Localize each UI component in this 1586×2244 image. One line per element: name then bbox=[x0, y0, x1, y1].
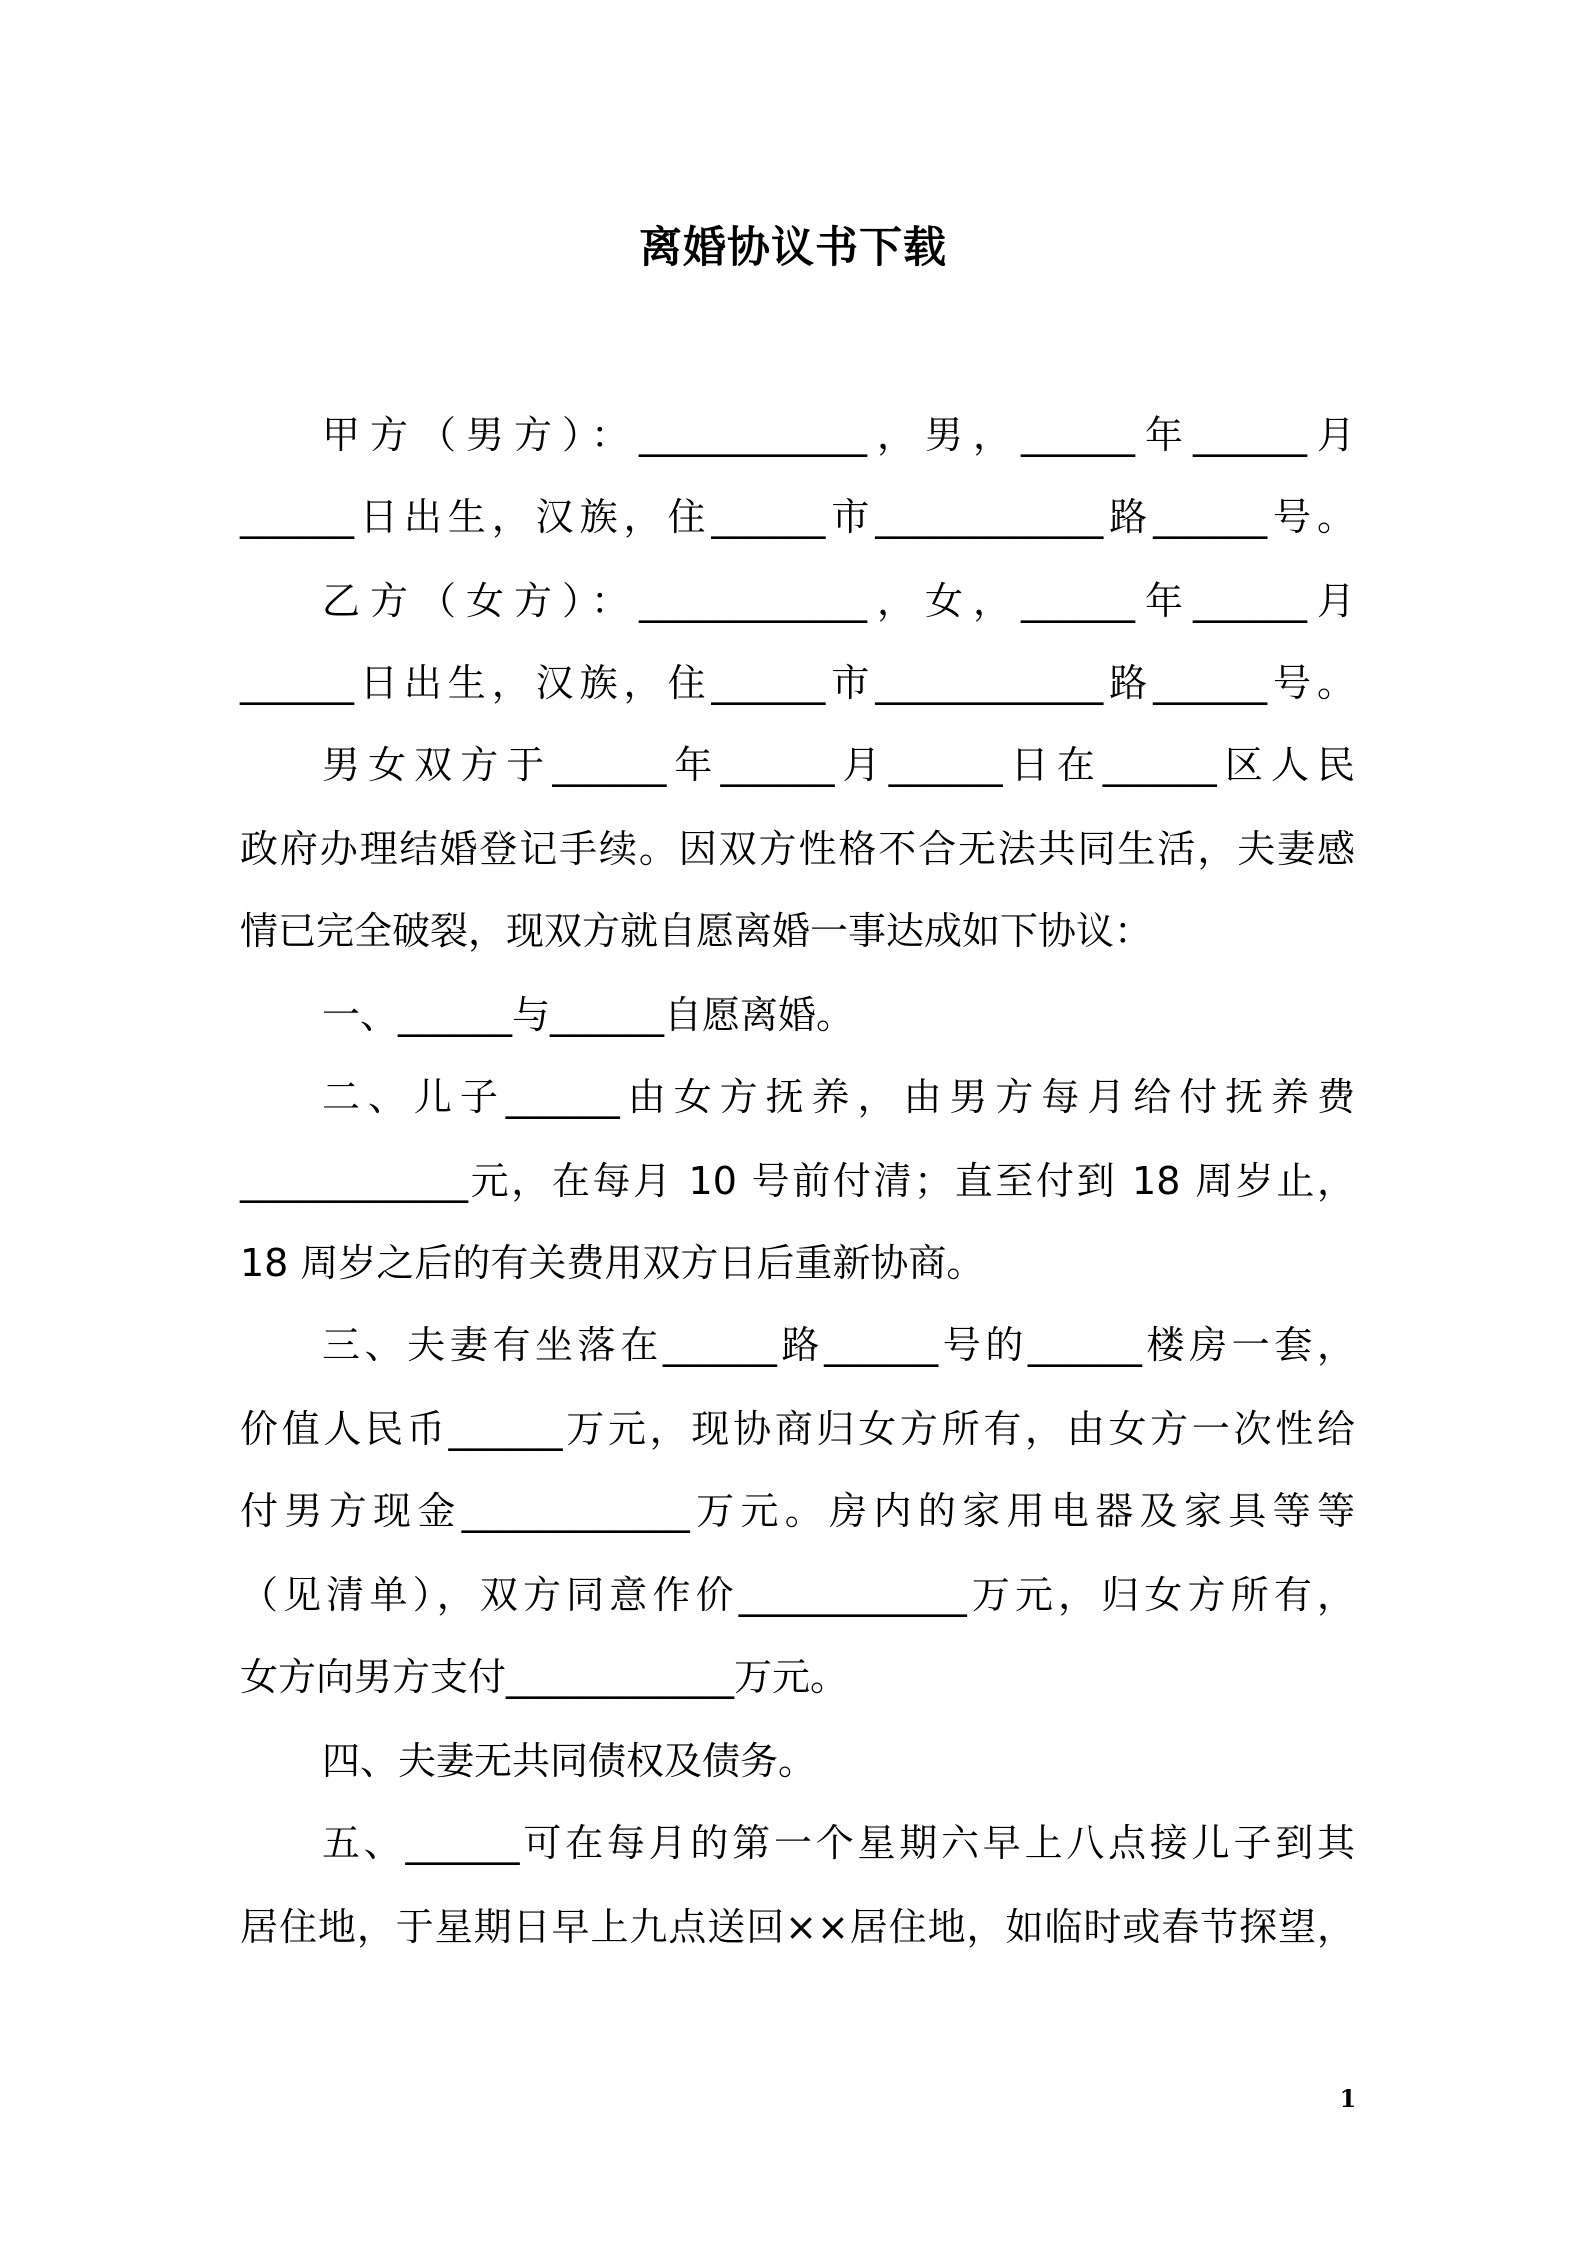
paragraph-line: ____________元，在每月 10 号前付清；直至付到 18 周岁止， bbox=[240, 1159, 1355, 1203]
document-title: 离婚协议书下载 bbox=[639, 223, 947, 273]
paragraph-line: 付男方现金____________万元。房内的家用电器及家具等等 bbox=[240, 1489, 1355, 1533]
paragraph-line: 女方向男方支付____________万元。 bbox=[240, 1655, 849, 1699]
paragraph-line: 18 周岁之后的有关费用双方日后重新协商。 bbox=[240, 1241, 985, 1285]
paragraph-line: 二、儿子______由女方抚养，由男方每月给付抚养费 bbox=[322, 1075, 1355, 1119]
paragraph-line: 三、夫妻有坐落在______路______号的______楼房一套， bbox=[322, 1323, 1355, 1367]
paragraph-line: 情已完全破裂，现双方就自愿离婚一事达成如下协议： bbox=[240, 909, 1153, 953]
paragraph-line: ______日出生，汉族，住______市____________路______号。 bbox=[240, 661, 1355, 705]
paragraph-line: 男女双方于______年______月______日在______区人民 bbox=[322, 743, 1355, 787]
paragraph-line: 甲方（男方）：____________，男，______年______月 bbox=[322, 413, 1355, 457]
page-number: 1 bbox=[1339, 2084, 1357, 2113]
paragraph-line: 乙方（女方）：____________，女，______年______月 bbox=[322, 579, 1355, 623]
paragraph-line: 四、夫妻无共同债权及债务。 bbox=[322, 1739, 817, 1783]
paragraph-line: （见清单），双方同意作价____________万元，归女方所有， bbox=[240, 1573, 1355, 1617]
paragraph-line: ______日出生，汉族，住______市____________路______号。 bbox=[240, 495, 1355, 539]
paragraph-line: 居住地，于星期日早上九点送回××居住地，如临时或春节探望， bbox=[240, 1905, 1355, 1949]
paragraph-line: 政府办理结婚登记手续。因双方性格不合无法共同生活，夫妻感 bbox=[240, 827, 1355, 871]
paragraph-line: 五、______可在每月的第一个星期六早上八点接儿子到其 bbox=[322, 1821, 1355, 1865]
paragraph-line: 一、______与______自愿离婚。 bbox=[322, 993, 855, 1037]
paragraph-line: 价值人民币______万元，现协商归女方所有，由女方一次性给 bbox=[240, 1407, 1355, 1451]
